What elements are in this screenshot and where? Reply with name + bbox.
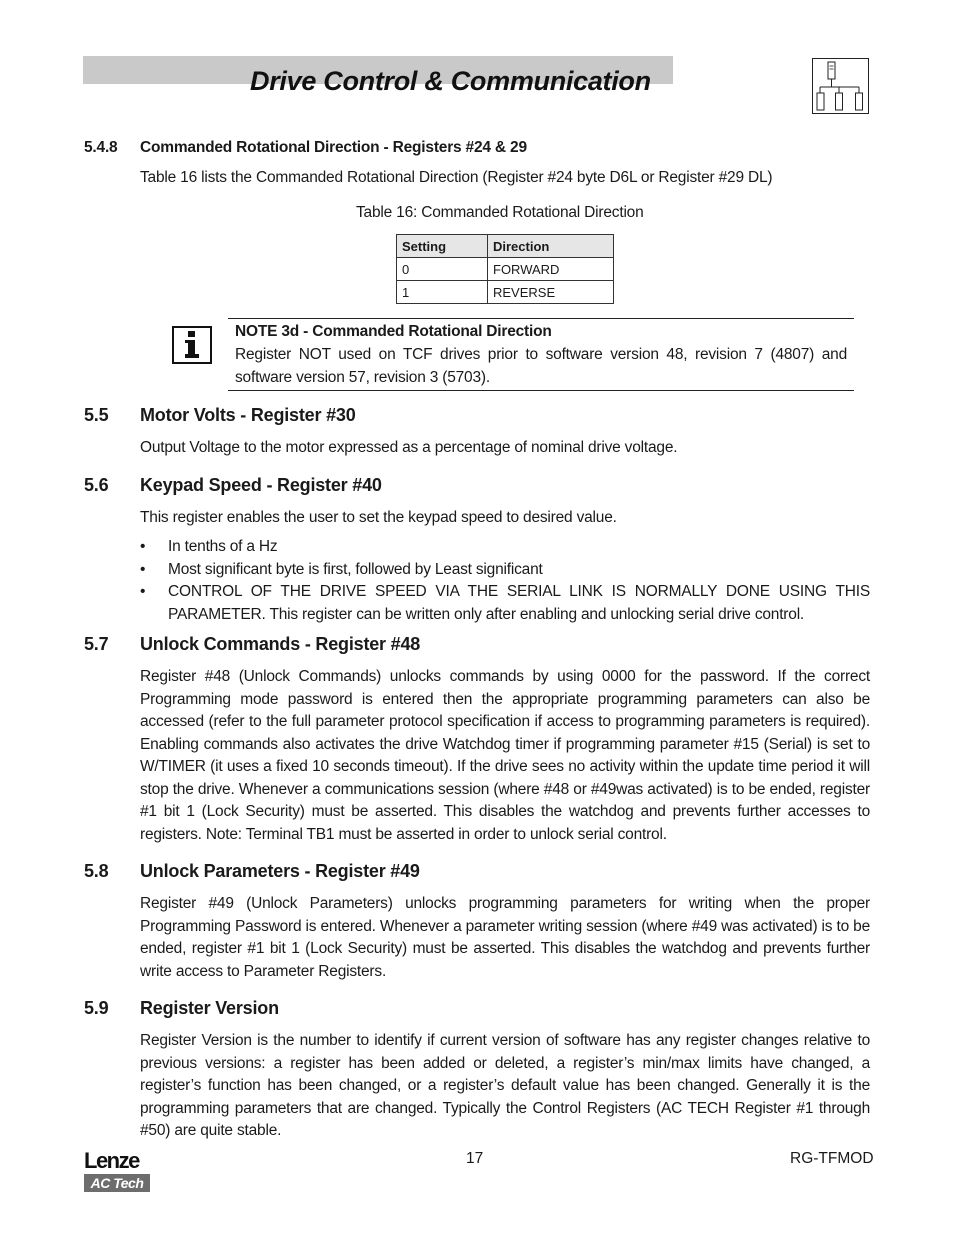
document-code: RG-TFMOD — [790, 1150, 874, 1167]
section-number: 5.8 — [84, 861, 109, 881]
section-number: 5.6 — [84, 475, 109, 495]
direction-table — [396, 234, 614, 304]
page-number: 17 — [466, 1150, 484, 1167]
section-text: This register enables the user to set the keypad speed to desired value. — [140, 509, 617, 526]
list-item: • In tenths of a Hz — [140, 538, 278, 555]
section-title: Keypad Speed - Register #40 — [140, 475, 382, 495]
subsection-heading — [84, 139, 527, 157]
logo-lenze-text: Lenze — [84, 1148, 139, 1173]
section-title: Unlock Parameters - Register #49 — [140, 861, 420, 881]
section-text: Output Voltage to the motor expressed as a percentage of nominal drive voltage. — [140, 439, 678, 456]
section-text: Register #49 (Unlock Parameters) unlocks programming parameters for writing when the proper Programming Password is entered. Whenever a parameter writing session (where #49 was activated) is to be ended, register #1 bit 1 (Lock Security) must be asserted. This disables the watchdog and prevents further write access to Parameter Registers. — [140, 895, 870, 980]
section-text: Register Version is the number to identify if current version of software has any register changes relative to previous versions: a register has been added or deleted, a register’s min/max limits have changed, a register’s function has been changed, or a register’s default value has been changed. Generally it is the programming parameters that are changed. Typically the Control Registers (AC TECH Register #1 through #50) are quite stable. — [140, 1032, 870, 1139]
table-header-cell: Direction — [488, 235, 614, 258]
section-number: 5.9 — [84, 998, 109, 1018]
table-cell: REVERSE — [488, 281, 614, 304]
section-title: Unlock Commands - Register #48 — [140, 634, 421, 654]
table-cell: FORWARD — [488, 258, 614, 281]
section-heading — [84, 998, 279, 1019]
table-header-cell: Setting — [397, 235, 488, 258]
info-icon — [172, 326, 212, 364]
section-heading — [84, 634, 420, 655]
list-item-text: In tenths of a Hz — [168, 538, 278, 555]
note-body: Register NOT used on TCF drives prior to software version 48, revision 7 (4807) and software version 57, revision 3 (5703). — [235, 346, 847, 386]
lenze-actech-logo — [84, 1150, 154, 1194]
section-heading — [84, 475, 382, 496]
note-title: NOTE 3d - Commanded Rotational Direction — [235, 323, 552, 340]
section-number: 5.5 — [84, 405, 109, 425]
section-heading — [84, 405, 356, 426]
list-item-text: Most significant byte is first, followed by Least significant — [168, 560, 543, 578]
section-title: Register Version — [140, 998, 279, 1018]
logo-actech-text: AC Tech — [84, 1174, 150, 1192]
list-item-text: CONTROL OF THE DRIVE SPEED VIA THE SERIAL LINK IS NORMALLY DONE USING THIS PARAMETER. This register can be written only after enabling and unlocking serial drive control. — [168, 583, 870, 623]
table-cell: 0 — [397, 258, 488, 281]
note-top-rule — [228, 318, 854, 319]
section-heading — [84, 861, 420, 882]
section-title: Motor Volts - Register #30 — [140, 405, 356, 425]
table-row — [397, 258, 614, 281]
table-cell: 1 — [397, 281, 488, 304]
table-row — [397, 281, 614, 304]
bullet-list — [140, 536, 870, 626]
subsection-number: 5.4.8 — [84, 139, 118, 156]
note-bottom-rule — [228, 390, 854, 391]
list-item: • CONTROL OF THE DRIVE SPEED VIA THE SERIAL LINK IS NORMALLY DONE USING THIS PARAMETER. This register can be written only after enabling and unlocking serial drive control. — [140, 583, 870, 623]
section-number: 5.7 — [84, 634, 109, 654]
table-caption: Table 16: Commanded Rotational Direction — [356, 204, 644, 221]
subsection-title: Commanded Rotational Direction - Registers #24 & 29 — [140, 139, 527, 156]
subsection-text: Table 16 lists the Commanded Rotational Direction (Register #24 byte D6L or Register #29 DL) — [140, 169, 773, 186]
network-nodes-icon — [812, 58, 869, 114]
section-text: Register #48 (Unlock Commands) unlocks commands by using 0000 for the password. If the correct Programming mode password is entered then the appropriate programming parameters can also be accessed (refer to the full parameter protocol specification if access to programming parameters is required). Enabling commands also activates the drive Watchdog timer if programming parameter #15 (Serial) is set to W/TIMER (it uses a fixed 10 seconds timeout). If the drive sees no activity within the update time period it will stop the drive. Whenever a communications session (where #48 or #49was activated) is to be ended, register #1 bit 1 (Lock Security) must be asserted. This disables the watchdog and prevents further accesses to registers. Note: Terminal TB1 must be asserted in order to unlock serial control. — [140, 668, 870, 843]
page-title: Drive Control & Communication — [250, 66, 651, 96]
list-item: • Most significant byte is first, followed by Least significant — [140, 560, 543, 578]
